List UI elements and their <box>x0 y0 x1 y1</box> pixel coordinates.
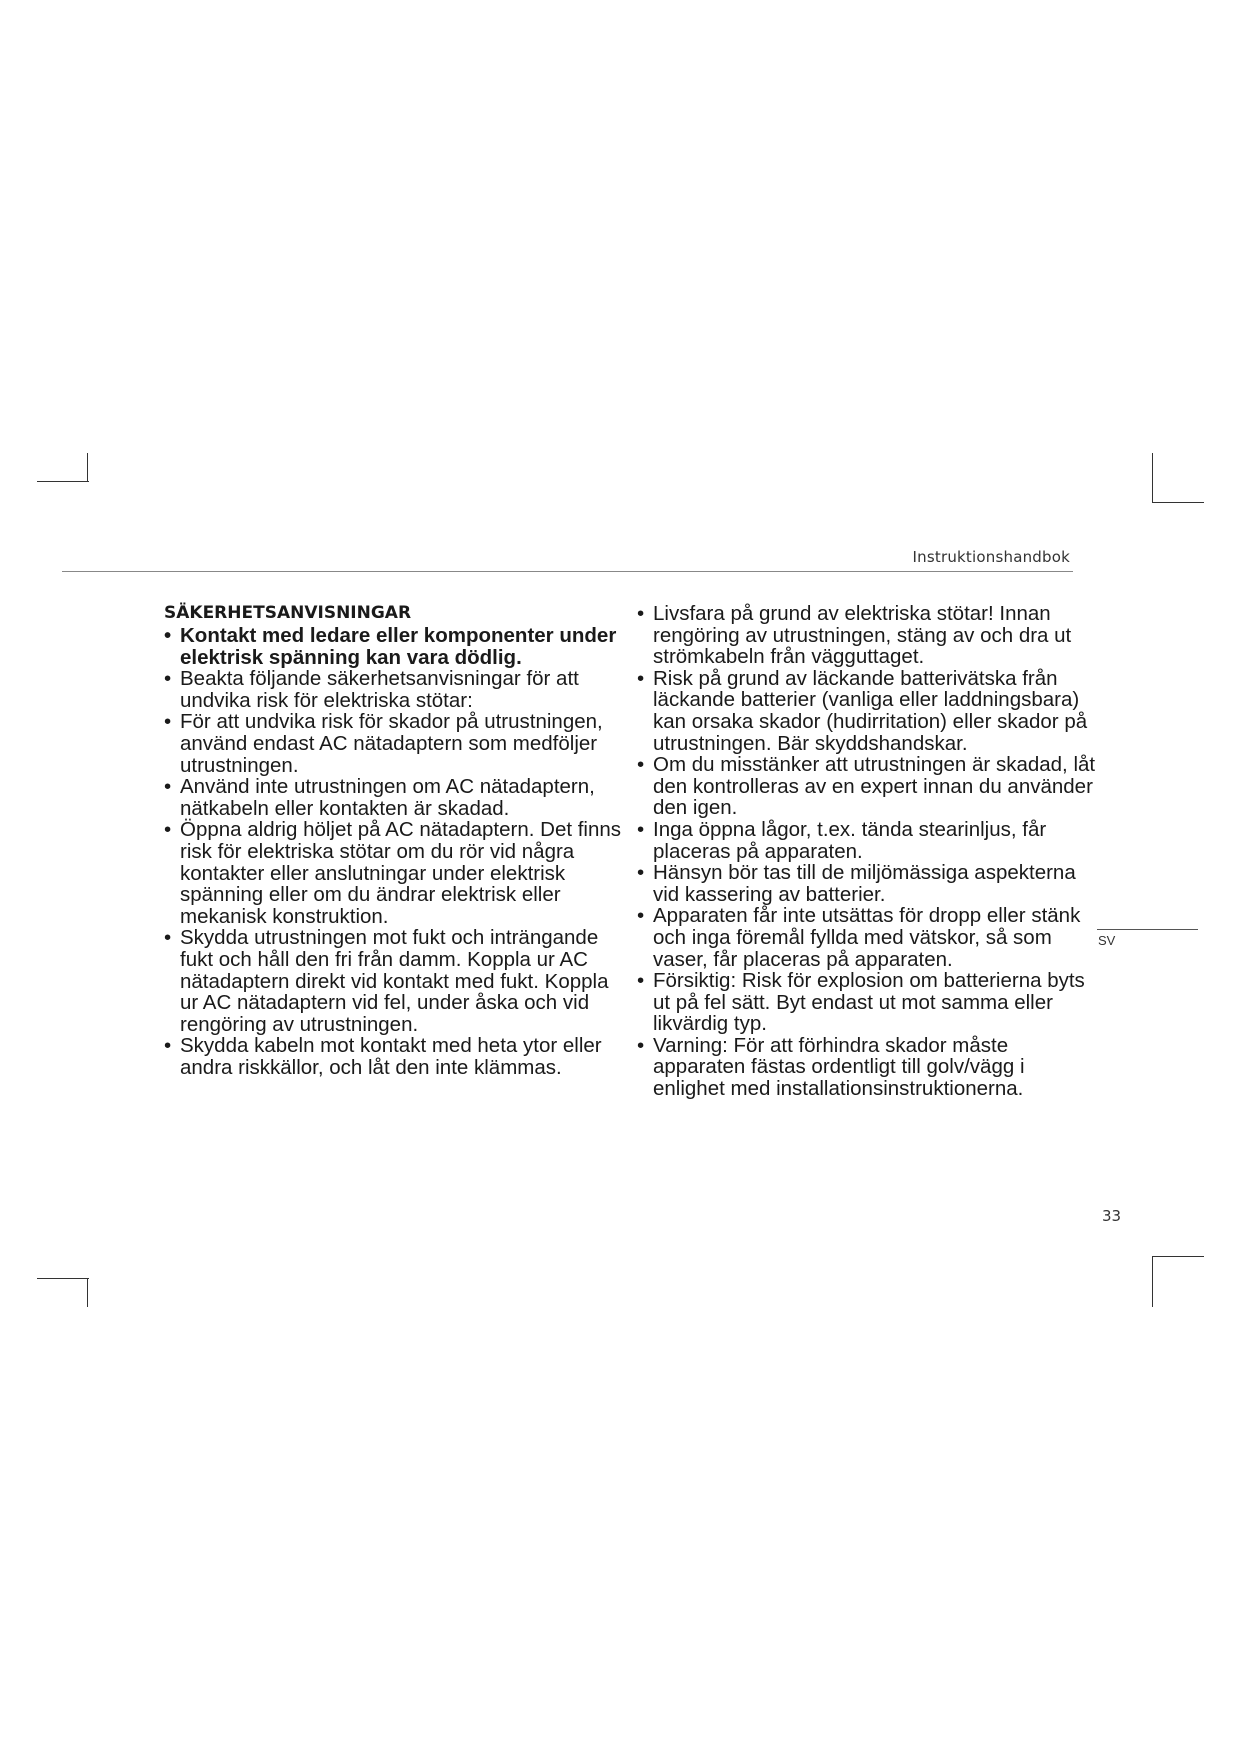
list-item: • Apparaten får inte utsättas för dropp eller stänk och inga föremål fyllda med vätskor, så som vaser, får placeras på apparaten. <box>637 905 1097 970</box>
right-bullet-list <box>637 603 1097 1100</box>
list-item: • Skydda utrustningen mot fukt och inträngande fukt och håll den fri från damm. Koppla ur AC nätadaptern direkt vid kontakt med fukt. Koppla ur AC nätadaptern vid fel, under åska och vid rengöring av utrustningen. <box>164 927 624 1035</box>
list-item: • Varning: För att förhindra skador måste apparaten fästas ordentligt till golv/vägg i enlighet med installationsinstruktionerna. <box>637 1035 1097 1100</box>
header-title: Instruktionshandbok <box>912 548 1070 566</box>
left-bullet-list <box>164 625 624 1078</box>
list-item: • Beakta följande säkerhetsanvisningar för att undvika risk för elektriska stötar: <box>164 668 624 711</box>
list-item: • Använd inte utrustningen om AC nätadaptern, nätkabeln eller kontakten är skadad. <box>164 776 624 819</box>
language-tab-divider <box>1097 929 1198 930</box>
list-item: • Öppna aldrig höljet på AC nätadaptern. Det finns risk för elektriska stötar om du rör vid några kontakter eller anslutningar under elektrisk spänning eller om du ändrar elektrisk eller mekanisk konstruktion. <box>164 819 624 927</box>
list-item: • Försiktig: Risk för explosion om batterierna byts ut på fel sätt. Byt endast ut mot samma eller likvärdig typ. <box>637 970 1097 1035</box>
list-item: • Hänsyn bör tas till de miljömässiga aspekterna vid kassering av batterier. <box>637 862 1097 905</box>
list-item: • För att undvika risk för skador på utrustningen, använd endast AC nätadaptern som medföljer utrustningen. <box>164 711 624 776</box>
list-item: • Risk på grund av läckande batterivätska från läckande batterier (vanliga eller laddningsbara) kan orsaka skador (hudirritation) eller skador på utrustningen. Bär skyddshandskar. <box>637 668 1097 754</box>
page-number: 33 <box>1102 1207 1122 1225</box>
left-column <box>164 603 624 1078</box>
language-tab: SV <box>1098 933 1116 948</box>
header-divider <box>62 571 1073 572</box>
section-heading: SÄKERHETSANVISNINGAR <box>164 603 412 623</box>
list-item: • Livsfara på grund av elektriska stötar! Innan rengöring av utrustningen, stäng av och dra ut strömkabeln från vägguttaget. <box>637 603 1097 668</box>
list-item: • Om du misstänker att utrustningen är skadad, låt den kontrolleras av en expert innan du använder den igen. <box>637 754 1097 819</box>
list-item: • Skydda kabeln mot kontakt med heta ytor eller andra riskkällor, och låt den inte klämmas. <box>164 1035 624 1078</box>
right-column <box>637 603 1097 1100</box>
list-item: • Inga öppna lågor, t.ex. tända stearinljus, får placeras på apparaten. <box>637 819 1097 862</box>
list-item: • Kontakt med ledare eller komponenter under elektrisk spänning kan vara dödlig. <box>164 625 624 668</box>
